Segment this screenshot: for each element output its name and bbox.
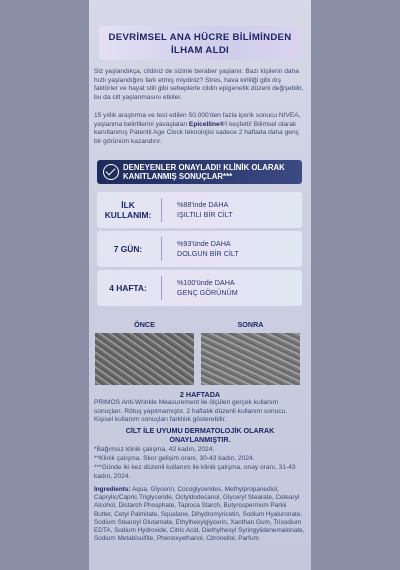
result-line-2: IŞILTILI BİR CİLT [177, 210, 233, 219]
divider [161, 198, 162, 222]
ingredients-label: Ingredients: [94, 486, 131, 493]
derm-approved-line-2: ONAYLANMIŞTIR. [169, 435, 231, 444]
epicelline-highlight: Epicelline® [188, 120, 225, 128]
headline-line-1: DEVRİMSEL ANA HÜCRE BİLİMİNDEN [108, 32, 292, 43]
clinically-proven-badge [97, 160, 302, 184]
divider [161, 237, 162, 261]
divider [161, 276, 162, 300]
result-label: 7 GÜN: [113, 244, 143, 254]
footnote-1: *Bağımsız klinik çalışma, 43 kadın, 2024. [94, 446, 215, 453]
duration-label: 2 HAFTADA [179, 390, 221, 399]
ingredients-list [94, 486, 306, 543]
result-label: 4 HAFTA: [109, 283, 147, 293]
result-line-1: %88'inde DAHA [177, 200, 229, 209]
result-value [177, 192, 233, 228]
before-skin-photo [95, 333, 194, 385]
before-label: ÖNCE [134, 320, 155, 329]
after-label: SONRA [237, 320, 264, 329]
headline-line-2: İLHAM ALDI [170, 45, 230, 56]
derm-approved-line-1: CİLT İLE UYUMU DERMATOLOJİK OLARAK [125, 426, 275, 435]
result-label: İLK KULLANIM: [104, 200, 152, 220]
result-value [177, 231, 239, 267]
result-line-1: %100'ünde DAHA [177, 278, 235, 287]
footnote-2: **Klinik çalışma. Skor gelişim oranı, 30-43 kadın, 2024. [94, 455, 255, 462]
headline-banner [99, 26, 301, 60]
footnote-3: ***Günde iki kez düzenli kullanım ile klinik çalışma, onay oranı, 31-43 kadın, 2024. [94, 464, 296, 480]
result-value [177, 270, 238, 306]
after-skin-photo [201, 333, 300, 385]
intro-paragraph-1: Siz yaşlandıkça, cildiniz de sizinle beraber yaşlanır. Bazı kişilerin daha hızlı yaşlandığını fark etmiş miydiniz? Stres, hava kirliliği gibi dış faktörler ve hayat stili gibi sebeplerle cildin epigenetik düzeni değişebilir, bu da cilt yaşlanmasını etkiler. [94, 68, 304, 101]
badge-text: DENEYENLER ONAYLADI! KLİNİK OLARAK KANITLANMIŞ SONUÇLAR*** [123, 163, 285, 181]
intro-paragraph-2 [94, 112, 306, 146]
result-row-4-weeks [97, 270, 302, 306]
check-circle-icon [103, 164, 119, 180]
product-info-panel [89, 0, 311, 570]
intro-text-a: 15 yıllık araştırma ve test edilen 50.000'den fazla içerik sonucu NIVEA, yaşlanma belirtilerini yavaşlatan [94, 112, 301, 128]
result-line-1: %93'ünde DAHA [177, 239, 231, 248]
result-row-7-days [97, 231, 302, 267]
result-row-first-use [97, 192, 302, 228]
ingredients-text: Aqua, Glycerin, Cocoglycerides, Methylpropanediol, Caprylic/Capric Triglyceride, Octyldodecanol, Glyceryl Stearate, Cetearyl Alcohol, Distarch Phosphate, Tapioca Starch, Butyrospermum Parkii Butter, Cetyl Palmitate, Squalane, Dihydromyricetin, Sodium Hyaluronate, Sodium Stearoyl Glutamate, Ethylhexylglycerin, Xanthan Gum, Trisodium EDTA, Sodium Hydroxide, Citric Acid, Diethylhexyl Syringylidenemalonate, Sodium Metabisulfite, Phenoxyethanol, Citronellol, Parfum [94, 486, 305, 543]
result-line-2: GENÇ GÖRÜNÜM [177, 288, 238, 297]
disclaimer-text: PRIMOS Anti-Wrinkle Measurement ile ölçülen gerçek kullanım sonuçları. Rötuş yapılmamıştır. 2 haftalık düzenli kullanım sonucu. Kişisel kullanım sonuçları farklılık gösterebilir. [94, 399, 288, 424]
intro-text-b: 'i keşfetti! Bilimsel olarak kanıtlanmış Patentli Age Clock teknolojisi sadece 2 haftada daha genç bir görünüm kazandırır. [94, 120, 299, 145]
result-line-2: DOLGUN BİR CİLT [177, 249, 239, 258]
